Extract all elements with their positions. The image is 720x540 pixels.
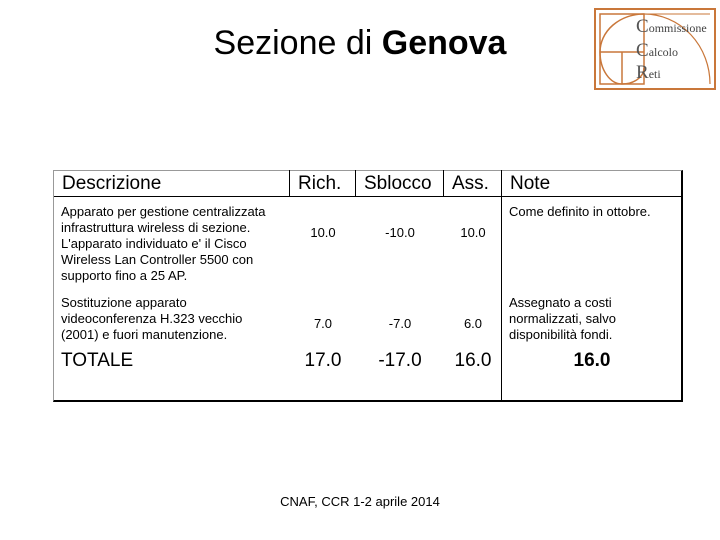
- row-1-note: Come definito in ottobre.: [509, 204, 651, 219]
- logo-line-3: eti: [648, 67, 661, 81]
- row-2-note: Assegnato a costi normalizzati, salvo disponibilità fondi.: [509, 295, 616, 342]
- total-label: TOTALE: [61, 350, 134, 371]
- row-1-rich: 10.0: [310, 225, 336, 240]
- header-rich: Rich.: [290, 170, 356, 197]
- header-ass: Ass.: [444, 170, 502, 197]
- logo-line-2: alcolo: [648, 45, 679, 59]
- header-note: Note: [502, 170, 682, 197]
- total-ass: 16.0: [454, 350, 492, 371]
- logo-cap-2: C: [636, 40, 649, 61]
- logo-cap-1: C: [636, 16, 649, 37]
- title-prefix: Sezione di: [213, 24, 373, 62]
- total-rich: 17.0: [304, 350, 342, 371]
- total-sblocco: -17.0: [378, 350, 422, 371]
- row-1-sblocco: -10.0: [385, 225, 415, 240]
- header-description: Descrizione: [54, 170, 290, 197]
- row-1-ass: 10.0: [460, 225, 486, 240]
- page-title: [150, 24, 570, 63]
- title-bold: Genova: [381, 24, 507, 62]
- row-2-description: Sostituzione apparato videoconferenza H.323 vecchio (2001) e fuori manutenzione.: [61, 295, 243, 342]
- ccr-logo: [594, 8, 716, 90]
- total-note: 16.0: [573, 350, 611, 371]
- logo-line-1: ommissione: [648, 21, 707, 35]
- logo-cap-3: R: [636, 62, 649, 83]
- footer: CNAF, CCR 1-2 aprile 2014: [280, 494, 440, 509]
- header-sblocco: Sblocco: [356, 170, 444, 197]
- row-2-ass: 6.0: [463, 316, 483, 331]
- row-2-rich: 7.0: [313, 316, 333, 331]
- row-2-sblocco: -7.0: [388, 316, 412, 331]
- row-1-description: Apparato per gestione centralizzata infrastruttura wireless di sezione. L'apparato individuato e' il Cisco Wireless Lan Controller 5500 con supporto fino a 25 AP.: [61, 204, 266, 283]
